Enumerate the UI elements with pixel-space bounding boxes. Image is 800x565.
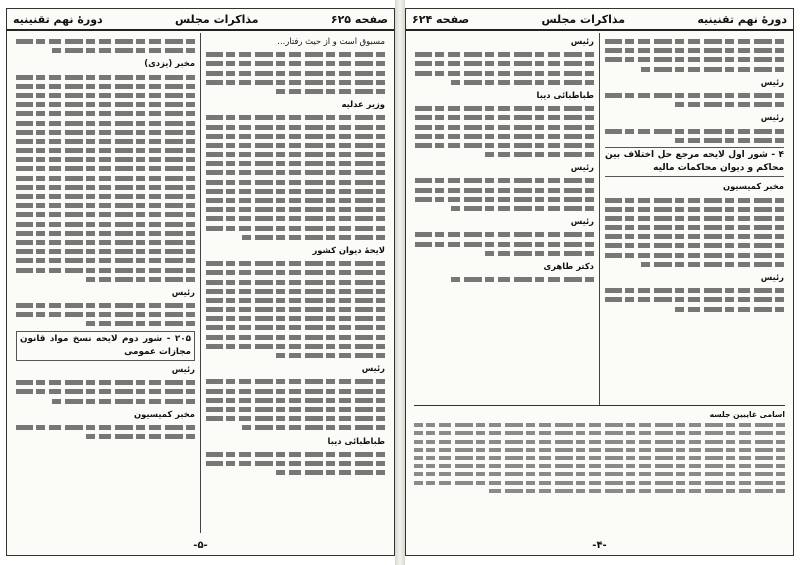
binding-gutter xyxy=(395,0,405,565)
text-block xyxy=(16,425,195,439)
text-block xyxy=(415,52,594,85)
column-left xyxy=(410,33,599,405)
section-heading: لایحهٔ دیوان کشور xyxy=(312,244,385,255)
speaker-name: طباطبائی دیبا xyxy=(536,89,594,100)
text-block xyxy=(605,93,784,107)
speaker-name: رئیس xyxy=(171,364,195,375)
text-block xyxy=(605,39,784,72)
page-number: صفحه ۶۲۴ xyxy=(412,12,470,26)
speaker-name: رئیس xyxy=(570,36,594,46)
text-block xyxy=(16,380,195,403)
text-block xyxy=(605,198,784,267)
text-block xyxy=(415,178,594,211)
section-heading: ۴ - شور اول لایحه مرجع حل اختلاف بین محاکم و دیوان محاکمات مالیه xyxy=(605,147,784,177)
paragraph: مسبوق است و از حیث رفتار... xyxy=(277,36,385,46)
text-block xyxy=(206,115,385,239)
folio-number: -۵- xyxy=(193,540,208,551)
text-block xyxy=(605,288,784,311)
speaker-name: طباطبائی دیبا xyxy=(327,435,385,446)
absentees-footnote xyxy=(414,405,785,529)
page-header xyxy=(7,9,394,31)
column-left xyxy=(11,33,200,533)
text-block xyxy=(16,303,195,326)
speaker-name: مخبر کمیسیون xyxy=(722,181,784,192)
speaker-name: رئیس xyxy=(760,76,784,87)
speaker-name: مخبر (یزدی) xyxy=(144,58,195,69)
text-block xyxy=(415,277,594,282)
text-block xyxy=(415,106,594,157)
column-divider xyxy=(599,33,600,405)
text-block xyxy=(206,261,385,358)
text-block xyxy=(415,232,594,255)
speaker-name: دکتر طاهری xyxy=(543,261,594,271)
page-number: صفحه ۶۲۵ xyxy=(330,12,388,26)
footnote-title: اسامی غایبین جلسه xyxy=(709,410,785,419)
page-header xyxy=(406,9,793,31)
text-block xyxy=(206,452,385,475)
speaker-name: رئیس xyxy=(361,363,385,374)
speaker-name: رئیس xyxy=(570,216,594,227)
text-block xyxy=(16,75,195,282)
text-block xyxy=(206,52,385,94)
text-block xyxy=(206,379,385,430)
speaker-name: رئیس xyxy=(760,112,784,123)
term-label: دورهٔ نهم تقنینیه xyxy=(13,12,103,26)
column-right xyxy=(201,33,390,533)
speaker-name: رئیس xyxy=(760,272,784,283)
speaker-name: رئیس xyxy=(171,286,195,297)
footnote-text xyxy=(414,423,785,493)
speaker-name: مخبر کمیسیون xyxy=(133,408,195,419)
right-page xyxy=(405,8,794,556)
folio-number: -۴- xyxy=(592,540,607,551)
text-block xyxy=(16,39,195,53)
speaker-name: رئیس xyxy=(570,162,594,173)
left-page xyxy=(6,8,395,556)
text-block xyxy=(605,129,784,143)
publication-title: مذاکرات مجلس xyxy=(174,12,259,26)
term-label: دورهٔ نهم تقنینیه xyxy=(697,12,787,26)
agenda-item-box: ۲۰۵ - شور دوم لایحه نسخ مواد قانون مجازات عمومی xyxy=(16,331,195,361)
column-right xyxy=(600,33,789,405)
speaker-name: وزیر عدلیه xyxy=(341,99,385,110)
publication-title: مذاکرات مجلس xyxy=(541,12,626,26)
column-divider xyxy=(200,33,201,533)
